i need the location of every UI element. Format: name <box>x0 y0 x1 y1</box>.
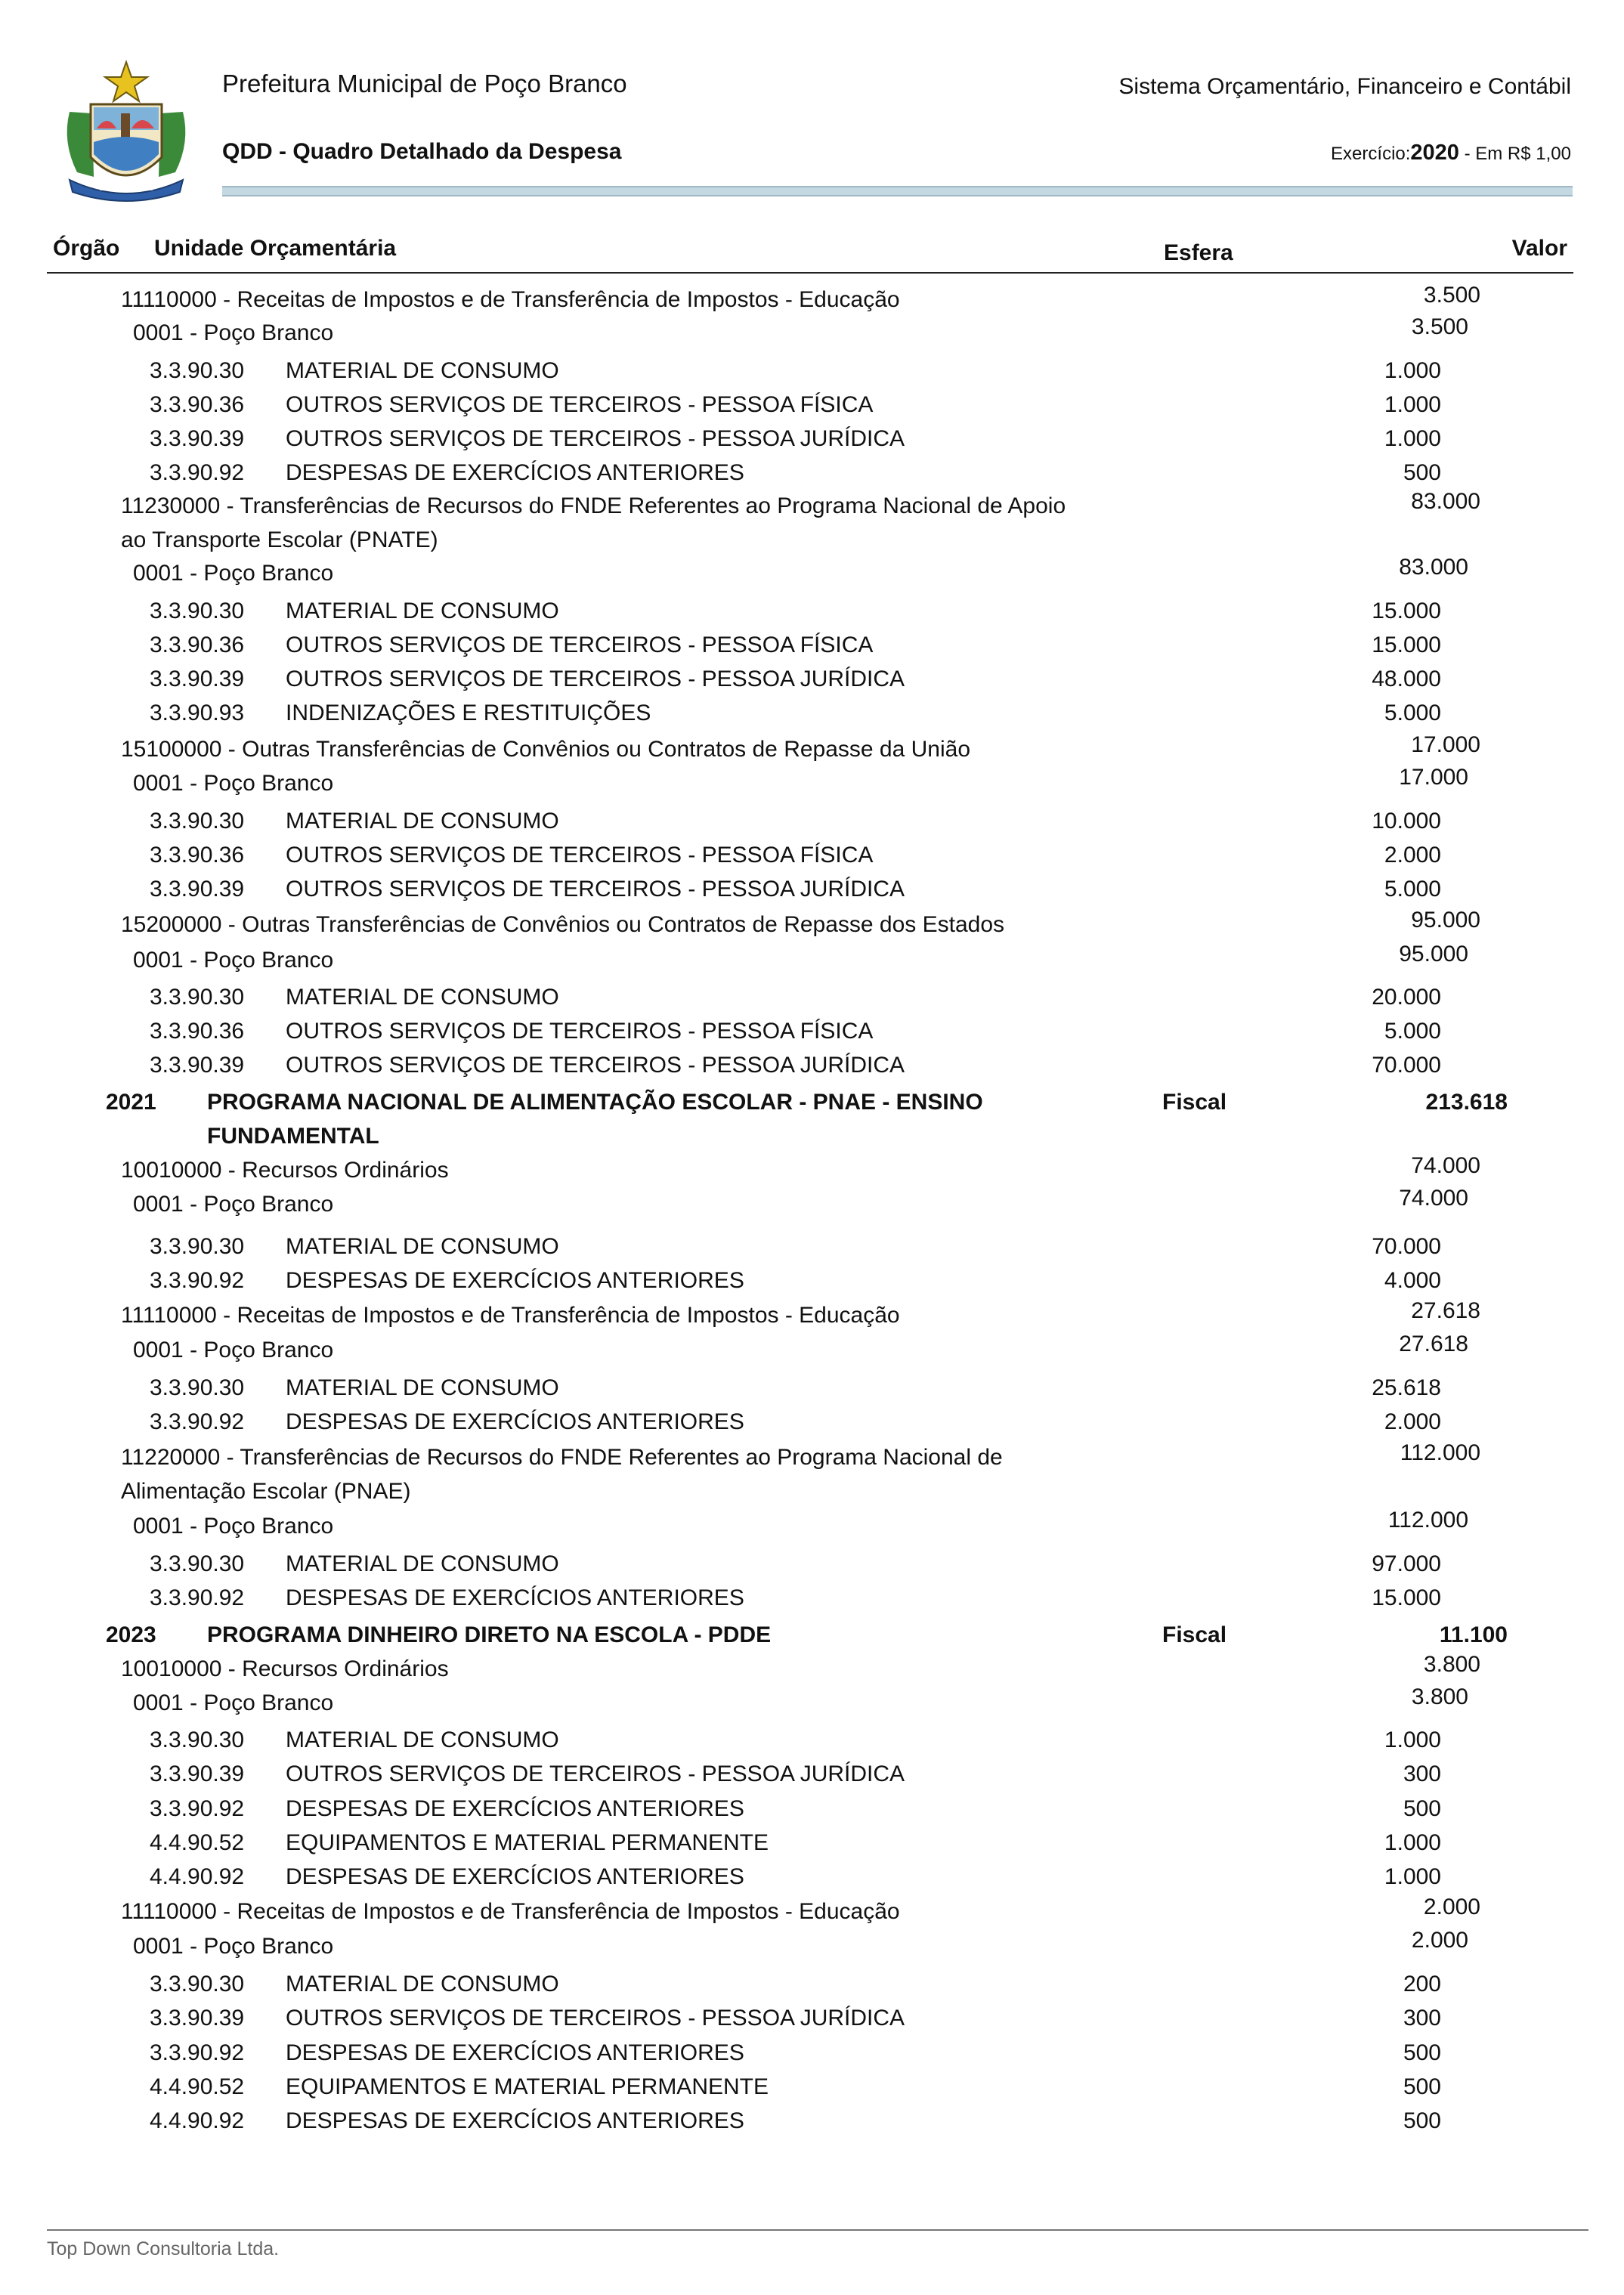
expense-element-description: OUTROS SERVIÇOS DE TERCEIROS - PESSOA JURÍDICA <box>286 877 905 902</box>
expense-element-description: DESPESAS DE EXERCÍCIOS ANTERIORES <box>286 1409 744 1434</box>
expense-element-description: DESPESAS DE EXERCÍCIOS ANTERIORES <box>286 1585 744 1610</box>
entity-row <box>0 1332 1624 1372</box>
expense-element-row <box>0 1972 1624 2006</box>
entity-label: 0001 - Poço Branco <box>133 320 334 345</box>
program-name: PROGRAMA DINHEIRO DIRETO NA ESCOLA - PDDE <box>207 1622 772 1647</box>
funding-source-row <box>0 1440 1624 1480</box>
funding-source-value: 27.618 <box>1411 1298 1480 1323</box>
entity-row <box>0 555 1624 595</box>
funding-source-label: 15200000 - Outras Transferências de Convênios ou Contratos de Repasse dos Estados <box>121 912 1005 937</box>
expense-element-value: 15.000 <box>1372 633 1441 657</box>
expense-element-code: 3.3.90.39 <box>150 667 245 691</box>
expense-element-row <box>0 2108 1624 2143</box>
expense-element-code: 3.3.90.30 <box>150 1375 245 1400</box>
expense-element-description: OUTROS SERVIÇOS DE TERCEIROS - PESSOA FÍSICA <box>286 1019 874 1044</box>
column-header-rule <box>47 272 1573 274</box>
expense-element-row <box>0 2006 1624 2040</box>
expense-element-row <box>0 1375 1624 1410</box>
expense-element-row <box>0 1551 1624 1586</box>
expense-element-value: 5.000 <box>1384 701 1441 725</box>
program-value: 11.100 <box>1439 1622 1508 1647</box>
expense-element-value: 5.000 <box>1384 877 1441 902</box>
expense-element-code: 3.3.90.92 <box>150 1796 245 1821</box>
entity-label: 0001 - Poço Branco <box>133 1934 334 1959</box>
funding-source-label: Alimentação Escolar (PNAE) <box>121 1479 411 1504</box>
entity-label: 0001 - Poço Branco <box>133 1192 334 1217</box>
funding-source-row <box>0 1652 1624 1691</box>
expense-element-row <box>0 1234 1624 1269</box>
expense-element-description: DESPESAS DE EXERCÍCIOS ANTERIORES <box>286 1864 744 1889</box>
expense-element-row <box>0 1053 1624 1087</box>
expense-element-code: 3.3.90.92 <box>150 460 245 485</box>
program-name: FUNDAMENTAL <box>207 1124 379 1149</box>
funding-source-value: 2.000 <box>1423 1894 1480 1919</box>
expense-element-code: 4.4.90.52 <box>150 2074 245 2099</box>
funding-source-row <box>0 1153 1624 1192</box>
expense-element-value: 15.000 <box>1372 598 1441 623</box>
entity-label: 0001 - Poço Branco <box>133 1514 334 1539</box>
expense-element-code: 3.3.90.39 <box>150 1053 245 1078</box>
expense-element-value: 1.000 <box>1384 1830 1441 1855</box>
expense-element-row <box>0 1761 1624 1796</box>
funding-source-row <box>0 732 1624 772</box>
expense-element-code: 4.4.90.92 <box>150 2108 245 2133</box>
funding-source-row <box>0 1298 1624 1338</box>
expense-element-value: 70.000 <box>1372 1234 1441 1259</box>
expense-element-row <box>0 1796 1624 1831</box>
program-esfera: Fiscal <box>1162 1090 1227 1115</box>
funding-source-row <box>0 283 1624 322</box>
expense-element-row <box>0 1268 1624 1303</box>
funding-source-label: 11110000 - Receitas de Impostos e de Transferência de Impostos - Educação <box>121 287 900 312</box>
expense-element-value: 48.000 <box>1372 667 1441 691</box>
expense-element-row <box>0 633 1624 667</box>
funding-source-label: ao Transporte Escolar (PNATE) <box>121 527 438 552</box>
expense-element-description: MATERIAL DE CONSUMO <box>286 1551 559 1576</box>
header-subtitle: QDD - Quadro Detalhado da Despesa <box>222 139 622 164</box>
entity-value: 2.000 <box>1411 1928 1468 1953</box>
expense-element-value: 500 <box>1403 2108 1441 2133</box>
expense-element-description: EQUIPAMENTOS E MATERIAL PERMANENTE <box>286 2074 769 2099</box>
expense-element-description: DESPESAS DE EXERCÍCIOS ANTERIORES <box>286 2040 744 2065</box>
entity-value: 27.618 <box>1399 1332 1468 1356</box>
expense-element-description: DESPESAS DE EXERCÍCIOS ANTERIORES <box>286 1268 744 1293</box>
col-header-unidade: Unidade Orçamentária <box>154 236 397 261</box>
expense-element-value: 70.000 <box>1372 1053 1441 1078</box>
entity-row <box>0 1684 1624 1725</box>
entity-row <box>0 765 1624 806</box>
expense-element-code: 3.3.90.92 <box>150 2040 245 2065</box>
expense-element-value: 500 <box>1403 2074 1441 2099</box>
funding-source-label: 10010000 - Recursos Ordinários <box>121 1158 449 1183</box>
expense-element-code: 3.3.90.36 <box>150 392 245 417</box>
expense-element-row <box>0 2040 1624 2075</box>
expense-element-description: INDENIZAÇÕES E RESTITUIÇÕES <box>286 701 651 725</box>
expense-element-value: 1.000 <box>1384 426 1441 451</box>
funding-source-label: 10010000 - Recursos Ordinários <box>121 1656 449 1681</box>
funding-source-value: 112.000 <box>1400 1440 1480 1465</box>
expense-element-code: 3.3.90.30 <box>150 809 245 834</box>
expense-element-description: OUTROS SERVIÇOS DE TERCEIROS - PESSOA JURÍDICA <box>286 426 905 451</box>
expense-element-code: 4.4.90.52 <box>150 1830 245 1855</box>
expense-element-description: DESPESAS DE EXERCÍCIOS ANTERIORES <box>286 1796 744 1821</box>
expense-element-code: 3.3.90.93 <box>150 701 245 725</box>
entity-row <box>0 1186 1624 1226</box>
program-code: 2023 <box>106 1622 156 1647</box>
entity-value: 83.000 <box>1399 555 1468 580</box>
expense-element-description: MATERIAL DE CONSUMO <box>286 358 559 383</box>
expense-element-code: 3.3.90.36 <box>150 633 245 657</box>
funding-source-row-continuation <box>0 1479 1624 1514</box>
expense-element-description: DESPESAS DE EXERCÍCIOS ANTERIORES <box>286 460 744 485</box>
col-header-esfera: Esfera <box>1164 240 1233 265</box>
exercicio-info <box>1331 141 1571 165</box>
funding-source-value: 3.500 <box>1423 283 1480 308</box>
program-row-continuation <box>0 1124 1624 1158</box>
entity-row <box>0 942 1624 982</box>
expense-element-description: OUTROS SERVIÇOS DE TERCEIROS - PESSOA JURÍDICA <box>286 1053 905 1078</box>
expense-element-row <box>0 877 1624 911</box>
expense-element-description: OUTROS SERVIÇOS DE TERCEIROS - PESSOA JURÍDICA <box>286 667 905 691</box>
expense-element-code: 3.3.90.30 <box>150 1972 245 1997</box>
expense-element-row <box>0 392 1624 427</box>
funding-source-label: 11220000 - Transferências de Recursos do FNDE Referentes ao Programa Nacional de <box>121 1445 1003 1470</box>
expense-element-description: MATERIAL DE CONSUMO <box>286 1234 559 1259</box>
footer-rule <box>47 2229 1588 2231</box>
expense-element-value: 200 <box>1403 1972 1441 1997</box>
header-rule <box>222 186 1573 196</box>
expense-element-row <box>0 701 1624 735</box>
funding-source-value: 83.000 <box>1411 489 1480 514</box>
expense-element-row <box>0 358 1624 393</box>
entity-label: 0001 - Poço Branco <box>133 948 334 973</box>
expense-element-description: OUTROS SERVIÇOS DE TERCEIROS - PESSOA JURÍDICA <box>286 1761 905 1786</box>
expense-element-value: 500 <box>1403 460 1441 485</box>
expense-element-row <box>0 1585 1624 1620</box>
funding-source-row <box>0 908 1624 947</box>
col-header-orgao: Órgão <box>53 236 120 261</box>
funding-source-row <box>0 1894 1624 1934</box>
expense-element-code: 3.3.90.30 <box>150 1551 245 1576</box>
funding-source-value: 3.800 <box>1423 1652 1480 1677</box>
expense-element-code: 3.3.90.92 <box>150 1268 245 1293</box>
expense-element-code: 3.3.90.36 <box>150 1019 245 1044</box>
funding-source-label: 11230000 - Transferências de Recursos do FNDE Referentes ao Programa Nacional de Apoio <box>121 493 1066 518</box>
funding-source-label: 15100000 - Outras Transferências de Convênios ou Contratos de Repasse da União <box>121 737 971 762</box>
entity-value: 3.800 <box>1411 1684 1468 1709</box>
funding-source-row-continuation <box>0 527 1624 562</box>
expense-element-value: 1.000 <box>1384 1727 1441 1752</box>
expense-element-code: 3.3.90.92 <box>150 1585 245 1610</box>
expense-element-description: OUTROS SERVIÇOS DE TERCEIROS - PESSOA JURÍDICA <box>286 2006 905 2031</box>
expense-element-code: 3.3.90.39 <box>150 426 245 451</box>
expense-element-row <box>0 1019 1624 1053</box>
expense-element-description: OUTROS SERVIÇOS DE TERCEIROS - PESSOA FÍSICA <box>286 843 874 868</box>
expense-element-value: 1.000 <box>1384 1864 1441 1889</box>
municipal-coat-of-arms-icon <box>47 59 206 204</box>
expense-element-description: DESPESAS DE EXERCÍCIOS ANTERIORES <box>286 2108 744 2133</box>
entity-value: 112.000 <box>1387 1508 1468 1533</box>
program-esfera: Fiscal <box>1162 1622 1227 1647</box>
expense-element-value: 500 <box>1403 1796 1441 1821</box>
expense-element-description: OUTROS SERVIÇOS DE TERCEIROS - PESSOA FÍSICA <box>286 633 874 657</box>
funding-source-value: 95.000 <box>1411 908 1480 933</box>
expense-element-row <box>0 985 1624 1019</box>
entity-label: 0001 - Poço Branco <box>133 1690 334 1715</box>
exercicio-year: 2020 <box>1410 141 1459 165</box>
program-code: 2021 <box>106 1090 156 1115</box>
expense-element-description: OUTROS SERVIÇOS DE TERCEIROS - PESSOA FÍSICA <box>286 392 874 417</box>
expense-element-description: MATERIAL DE CONSUMO <box>286 1972 559 1997</box>
expense-element-row <box>0 2074 1624 2109</box>
expense-element-row <box>0 1830 1624 1865</box>
expense-element-row <box>0 1864 1624 1899</box>
expense-element-row <box>0 1409 1624 1444</box>
program-name: PROGRAMA NACIONAL DE ALIMENTAÇÃO ESCOLAR - PNAE - ENSINO <box>207 1090 983 1115</box>
expense-element-value: 97.000 <box>1372 1551 1441 1576</box>
entity-value: 3.500 <box>1411 314 1468 339</box>
expense-element-code: 3.3.90.36 <box>150 843 245 868</box>
expense-element-code: 3.3.90.39 <box>150 2006 245 2031</box>
system-name: Sistema Orçamentário, Financeiro e Contábil <box>1118 74 1571 99</box>
expense-element-description: EQUIPAMENTOS E MATERIAL PERMANENTE <box>286 1830 769 1855</box>
expense-element-description: MATERIAL DE CONSUMO <box>286 985 559 1010</box>
funding-source-value: 74.000 <box>1411 1153 1480 1178</box>
expense-element-code: 3.3.90.30 <box>150 1234 245 1259</box>
expense-element-value: 1.000 <box>1384 358 1441 383</box>
expense-element-code: 3.3.90.30 <box>150 358 245 383</box>
expense-element-row <box>0 460 1624 495</box>
expense-element-code: 3.3.90.39 <box>150 1761 245 1786</box>
expense-element-value: 300 <box>1403 2006 1441 2031</box>
expense-element-row <box>0 843 1624 877</box>
expense-element-value: 15.000 <box>1372 1585 1441 1610</box>
funding-source-row <box>0 489 1624 528</box>
funding-source-value: 17.000 <box>1411 732 1480 757</box>
expense-element-value: 300 <box>1403 1761 1441 1786</box>
expense-element-row <box>0 667 1624 701</box>
exercicio-unit: - Em R$ 1,00 <box>1459 144 1571 164</box>
program-value: 213.618 <box>1425 1090 1508 1115</box>
expense-element-value: 25.618 <box>1372 1375 1441 1400</box>
expense-element-row <box>0 1727 1624 1762</box>
expense-element-value: 20.000 <box>1372 985 1441 1010</box>
expense-element-code: 3.3.90.39 <box>150 877 245 902</box>
exercicio-label: Exercício: <box>1331 144 1411 164</box>
expense-element-row <box>0 426 1624 461</box>
expense-element-code: 3.3.90.92 <box>150 1409 245 1434</box>
entity-value: 95.000 <box>1399 942 1468 967</box>
entity-label: 0001 - Poço Branco <box>133 771 334 796</box>
expense-element-code: 3.3.90.30 <box>150 1727 245 1752</box>
entity-value: 17.000 <box>1399 765 1468 790</box>
expense-element-code: 3.3.90.30 <box>150 598 245 623</box>
expense-element-value: 10.000 <box>1372 809 1441 834</box>
entity-row <box>0 1508 1624 1548</box>
expense-element-row <box>0 598 1624 633</box>
expense-element-description: MATERIAL DE CONSUMO <box>286 1375 559 1400</box>
expense-element-description: MATERIAL DE CONSUMO <box>286 598 559 623</box>
expense-element-value: 2.000 <box>1384 1409 1441 1434</box>
expense-element-row <box>0 809 1624 843</box>
program-row <box>0 1090 1624 1124</box>
expense-element-value: 2.000 <box>1384 843 1441 868</box>
expense-element-value: 5.000 <box>1384 1019 1441 1044</box>
expense-element-code: 4.4.90.92 <box>150 1864 245 1889</box>
col-header-valor: Valor <box>1511 236 1567 261</box>
expense-element-code: 3.3.90.30 <box>150 985 245 1010</box>
footer-company: Top Down Consultoria Ltda. <box>47 2238 280 2259</box>
entity-label: 0001 - Poço Branco <box>133 1338 334 1362</box>
expense-element-value: 4.000 <box>1384 1268 1441 1293</box>
expense-element-description: MATERIAL DE CONSUMO <box>286 809 559 834</box>
funding-source-label: 11110000 - Receitas de Impostos e de Transferência de Impostos - Educação <box>121 1899 900 1924</box>
entity-row <box>0 314 1624 355</box>
funding-source-label: 11110000 - Receitas de Impostos e de Transferência de Impostos - Educação <box>121 1303 900 1328</box>
entity-value: 74.000 <box>1399 1186 1468 1211</box>
program-row <box>0 1622 1624 1657</box>
expense-element-description: MATERIAL DE CONSUMO <box>286 1727 559 1752</box>
entity-label: 0001 - Poço Branco <box>133 561 334 586</box>
expense-element-value: 1.000 <box>1384 392 1441 417</box>
expense-element-value: 500 <box>1403 2040 1441 2065</box>
entity-row <box>0 1928 1624 1969</box>
header-title: Prefeitura Municipal de Poço Branco <box>222 70 627 97</box>
